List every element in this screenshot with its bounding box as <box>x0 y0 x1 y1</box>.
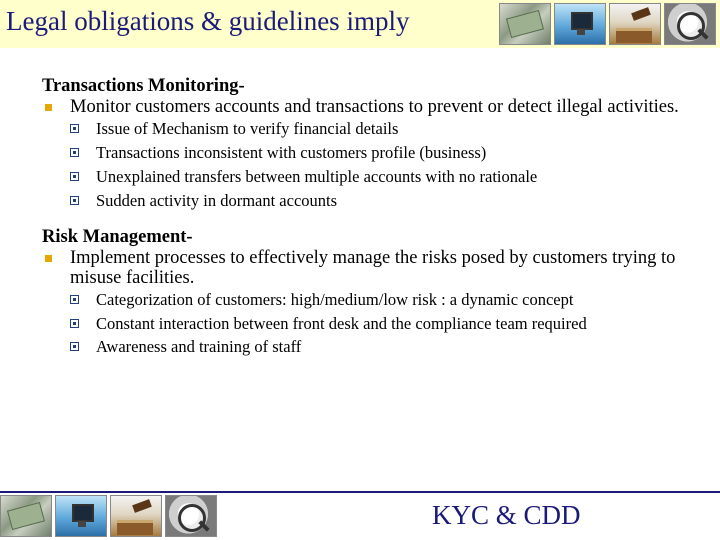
section-heading: Transactions Monitoring- <box>42 76 245 96</box>
header-bar <box>0 0 720 48</box>
sub-point-list <box>42 119 702 211</box>
computer-monitor-image <box>554 3 606 45</box>
sub-point <box>96 143 702 163</box>
main-point <box>42 248 702 288</box>
money-image <box>0 495 52 537</box>
gavel-books-image <box>110 495 162 537</box>
footer-image-strip <box>0 495 217 537</box>
section-heading: Risk Management- <box>42 227 193 247</box>
section-risk-management <box>42 227 702 357</box>
sub-point-text: Issue of Mechanism to verify financial details <box>96 119 399 138</box>
hollow-square-bullet-icon <box>70 342 79 351</box>
sub-point <box>96 314 702 333</box>
main-point-text: Monitor customers accounts and transactions to prevent or detect illegal activities. <box>70 97 679 117</box>
section-transactions-monitoring <box>42 76 702 211</box>
hollow-square-bullet-icon <box>70 124 79 133</box>
slide-body <box>42 76 702 373</box>
computer-monitor-image <box>55 495 107 537</box>
sub-point-list <box>42 290 702 357</box>
money-image <box>499 3 551 45</box>
magnifier-image <box>165 495 217 537</box>
square-bullet-icon <box>45 104 52 111</box>
main-point <box>42 97 702 117</box>
hollow-square-bullet-icon <box>70 319 79 328</box>
hollow-square-bullet-icon <box>70 172 79 181</box>
sub-point-text: Categorization of customers: high/medium/low risk : a dynamic concept <box>96 290 574 309</box>
sub-point-text: Unexplained transfers between multiple accounts with no rationale <box>96 167 538 186</box>
main-point-text: Implement processes to effectively manage the risks posed by customers trying to misuse facilities. <box>70 248 676 288</box>
sub-point <box>96 191 702 211</box>
magnifier-image <box>664 3 716 45</box>
footer-divider <box>0 491 720 493</box>
footer-label: KYC & CDD <box>432 500 581 530</box>
sub-point <box>96 167 702 187</box>
sub-point <box>96 119 702 139</box>
sub-point <box>96 290 702 310</box>
hollow-square-bullet-icon <box>70 196 79 205</box>
header-image-strip <box>499 3 716 45</box>
hollow-square-bullet-icon <box>70 148 79 157</box>
sub-point-text: Transactions inconsistent with customers profile (business) <box>96 143 487 162</box>
sub-point <box>96 337 702 357</box>
sub-point-text: Sudden activity in dormant accounts <box>96 191 338 210</box>
hollow-square-bullet-icon <box>70 295 79 304</box>
slide-title: Legal obligations & guidelines imply <box>6 6 410 36</box>
sub-point-text: Awareness and training of staff <box>96 337 302 356</box>
gavel-books-image <box>609 3 661 45</box>
square-bullet-icon <box>45 255 52 262</box>
sub-point-text: Constant interaction between front desk and the compliance team required <box>96 314 587 333</box>
